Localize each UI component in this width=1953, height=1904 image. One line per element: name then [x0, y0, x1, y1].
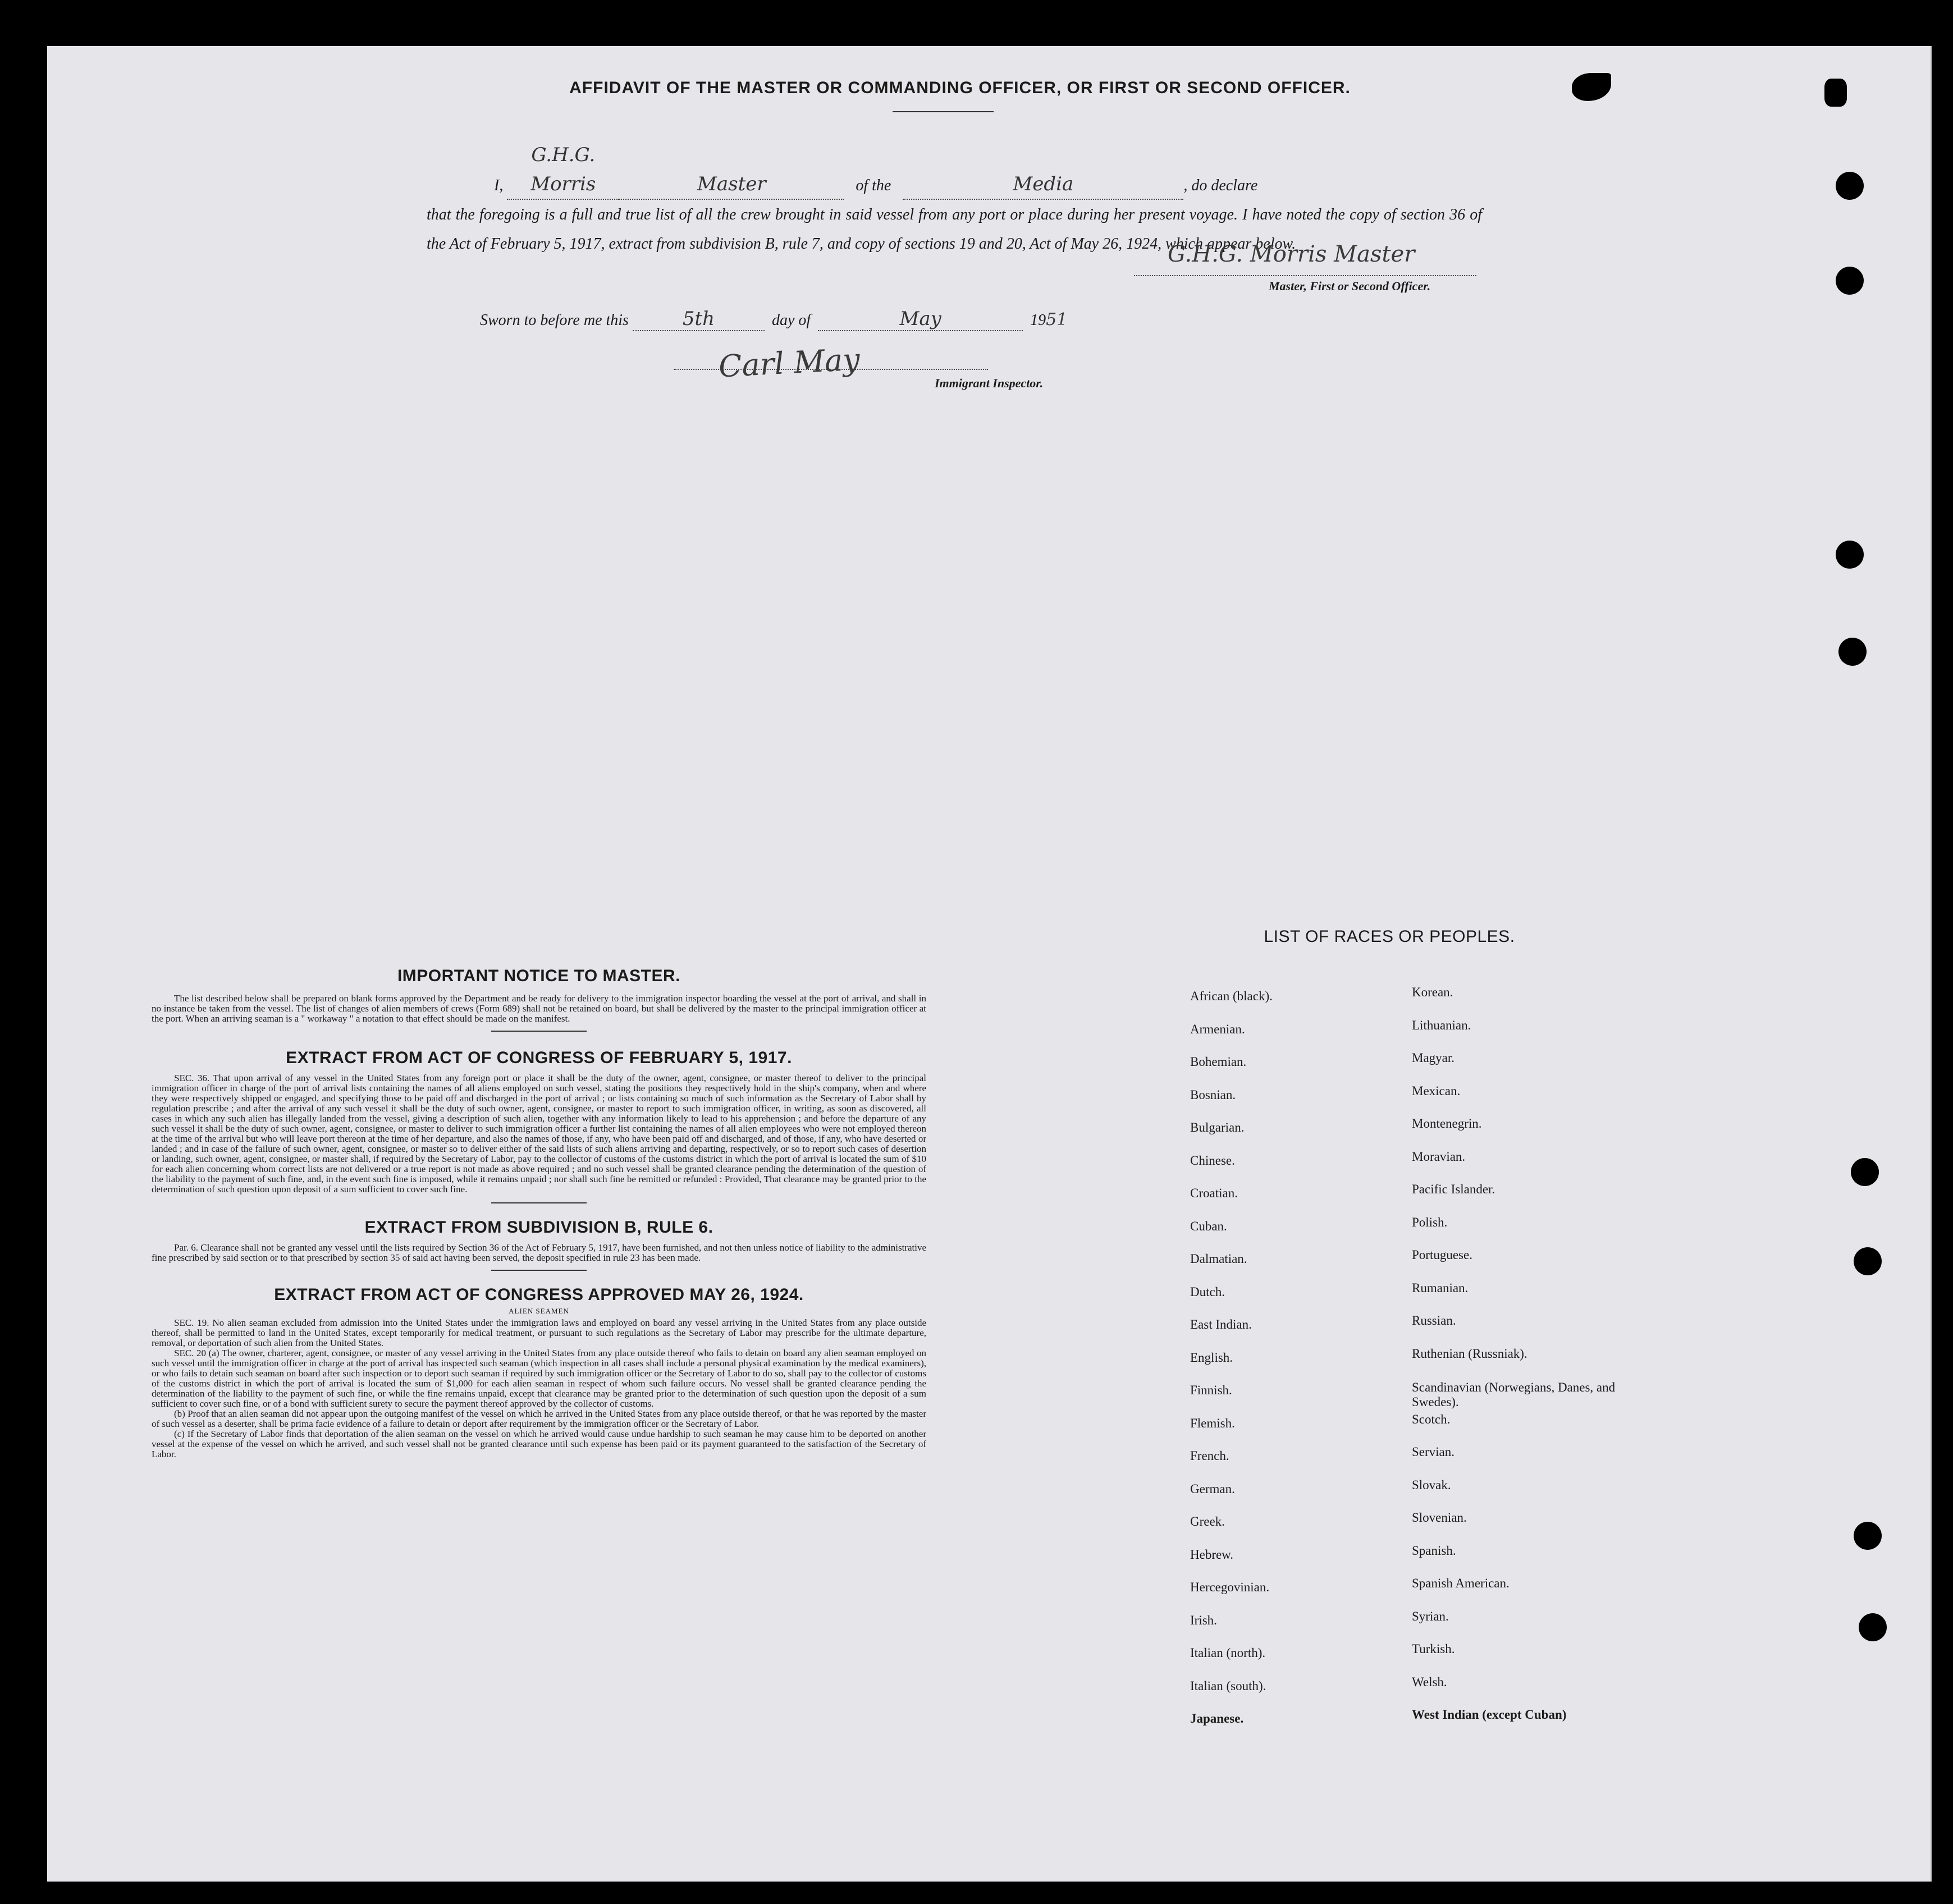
- legal-column: [152, 967, 926, 1459]
- race-item-right: Spanish American.: [1412, 1576, 1510, 1590]
- section-20b-body: (b) Proof that an alien seaman did not appear upon the outgoing manifest of the vessel on which he arrived in the United States from any place outside thereof, or that he was reported by the master of such vessel as a deserter, shall be prima facie evidence of a failure to detain or deport after requirement by the immigration officer or the Secretary of Labor.: [152, 1408, 926, 1429]
- race-item-left: Dutch.: [1190, 1284, 1225, 1299]
- sworn-line: [480, 308, 1067, 331]
- race-item-right: Korean.: [1412, 985, 1453, 999]
- race-item-right: Moravian.: [1412, 1149, 1466, 1164]
- race-item-right: Servian.: [1412, 1445, 1455, 1459]
- section-19-body: SEC. 19. No alien seaman excluded from admission into the United States under the immigration laws and employed on board any vessel arriving in the United States from any place outside thereof, shall be permitted to land in the United States, except temporarily for medical treatment, or pursuant to such regulations as the Secretary of Labor may prescribe for the ultimate departure, removal, or deportation of such alien from the United States.: [152, 1317, 926, 1348]
- race-item-left: Armenian.: [1190, 1022, 1245, 1036]
- signature-caption: Master, First or Second Officer.: [1269, 279, 1431, 293]
- race-item-left: Bosnian.: [1190, 1087, 1236, 1102]
- race-item-left: Italian (north).: [1190, 1646, 1266, 1660]
- of-the-label: of the: [856, 177, 891, 194]
- race-item-right: Rumanian.: [1412, 1280, 1469, 1295]
- divider: [491, 1031, 587, 1032]
- inspector-caption: Immigrant Inspector.: [935, 376, 1044, 390]
- section-20c-body: (c) If the Secretary of Labor finds that deportation of the alien seaman on the vessel on which he arrived would cause undue hardship to such seaman he may cause him to be deported on another vessel at the expense of the vessel on which he arrived, and such vessel shall not be granted clearance until such expense has been paid or its payment guaranteed to the satisfaction of the Secretary of Labor.: [152, 1429, 926, 1459]
- vessel-name-field: Media: [903, 170, 1183, 200]
- race-item-right: Montenegrin.: [1412, 1116, 1482, 1130]
- punch-hole: [1836, 541, 1864, 569]
- race-item-left: French.: [1190, 1449, 1229, 1463]
- extract-1917-heading: EXTRACT FROM ACT OF CONGRESS OF FEBRUARY 5, 1917.: [286, 1049, 792, 1067]
- race-item-left: African (black).: [1190, 989, 1273, 1003]
- race-item-right: Turkish.: [1412, 1642, 1455, 1656]
- race-item-right: Russian.: [1412, 1313, 1456, 1328]
- divider: [491, 1202, 587, 1203]
- race-item-left: German.: [1190, 1481, 1235, 1496]
- punch-hole: [1838, 638, 1867, 666]
- punch-hole: [1836, 267, 1864, 295]
- race-item-right: Scotch.: [1412, 1412, 1451, 1426]
- affidavit-title: AFFIDAVIT OF THE MASTER OR COMMANDING OFFICER, OR FIRST OR SECOND OFFICER.: [569, 79, 1351, 97]
- race-item-left: East Indian.: [1190, 1317, 1252, 1331]
- race-item-right: Syrian.: [1412, 1609, 1449, 1623]
- race-item-left: Dalmatian.: [1190, 1252, 1247, 1266]
- notice-heading: IMPORTANT NOTICE TO MASTER.: [397, 967, 681, 985]
- sworn-prefix: Sworn to before me this: [480, 312, 629, 329]
- race-item-left: Flemish.: [1190, 1416, 1235, 1430]
- race-item-right: West Indian (except Cuban): [1412, 1708, 1567, 1722]
- race-item-right: Scandinavian (Norwegians, Danes, and Swedes).: [1412, 1380, 1616, 1409]
- subdivision-b-body: Par. 6. Clearance shall not be granted any vessel until the lists required by Section 36 of the Act of February 5, 1917, have been furnished, and not then unless notice of liability to the administrative fine prescribed by said section or to that prescribed by section 35 of said act having been served, the deposit specified in rule 23 has been made.: [152, 1242, 926, 1263]
- inspector-signature-line: [674, 368, 988, 370]
- day-of-label: day of: [771, 312, 811, 329]
- position-field: Master: [619, 170, 844, 200]
- race-item-right: Welsh.: [1412, 1674, 1447, 1689]
- punch-hole: [1854, 1522, 1882, 1550]
- race-item-left: Hebrew.: [1190, 1547, 1234, 1562]
- race-item-left: Finnish.: [1190, 1383, 1232, 1397]
- punch-hole: [1859, 1613, 1887, 1641]
- year-prefix: 19: [1030, 312, 1046, 329]
- punch-hole: [1854, 1247, 1882, 1275]
- race-item-right: Lithuanian.: [1412, 1018, 1471, 1032]
- race-item-right: Pacific Islander.: [1412, 1182, 1495, 1196]
- alien-seamen-subheading: ALIEN SEAMEN: [509, 1307, 569, 1315]
- race-item-left: Hercegovinian.: [1190, 1580, 1270, 1594]
- extract-1917-body: SEC. 36. That upon arrival of any vessel in the United States from any foreign port or place it shall be the duty of the owner, agent, consignee, or master thereof to deliver to the principal immigration officer in charge of the port of arrival lists containing the names of all aliens employed on such vessel, stating the positions they respectively hold in the ship's company, when and where they were respectively shipped or engaged, and specifying those to be paid off and discharged in the port of arrival ; or lists containing so much of such information as the Secretary of Labor shall by regulation prescribe ; and after the arrival of any such vessel it shall be the duty of such owner, agent, consignee, or master to report to such immigration officer, in writing, as soon as discovered, all cases in which any such alien has illegally landed from the vessel, giving a description of such alien, together with any information likely to lead to his apprehension ; and before the departure of any such vessel it shall be the duty of such owner, agent, consignee, or master to deliver to such immigration officer a further list containing the names of all alien employees who were not employed thereon at the time of the arrival but who will leave port thereon at the time of her departure, and also the names of those, if any, who have been paid off and discharged, and of those, if any, who have deserted or landed ; and in case of the failure of such owner, agent, consignee, or master so to deliver either of the said lists of such aliens arriving and departing, respectively, or so to report such cases of desertion or landing, such owner, agent, consignee, or master shall, if required by the Secretary of Labor, pay to the collector of customs of the customs district in which the port of arrival is located the sum of $10 for each alien concerning whom correct lists are not delivered or a true report is not made as above required ; and no such vessel shall be granted clearance pending the determination of the question of the liability to the payment of such fine, and, in the event such fine is imposed, while it remains unpaid ; nor shall such fine be remitted or refunded : Provided, That clearance may be granted prior to the determination of such question upon deposit of a sum sufficient to cover such fine.: [152, 1073, 926, 1194]
- race-item-left: Japanese.: [1190, 1711, 1244, 1726]
- race-item-right: Portuguese.: [1412, 1248, 1472, 1262]
- race-item-right: Mexican.: [1412, 1083, 1461, 1098]
- race-item-left: Chinese.: [1190, 1153, 1235, 1168]
- punch-hole: [1851, 1158, 1879, 1186]
- title-divider: [893, 111, 994, 112]
- race-item-left: Italian (south).: [1190, 1678, 1266, 1693]
- master-name-field: G.H.G. Morris: [507, 140, 619, 200]
- races-right-column: [1412, 976, 1636, 1732]
- race-item-left: English.: [1190, 1350, 1233, 1365]
- section-20a-body: SEC. 20 (a) The owner, charterer, agent, consignee, or master of any vessel arriving in the United States from any place outside thereof who fails to detain on board any alien seaman employed on such vessel until the immigration officer in charge at the port of arrival has inspected such seaman (which inspection in all cases shall include a personal physical examination by the medical examiners), or who fails to detain such seaman on board after such inspection or to deport such seaman if required by such immigration officer or the Secretary of Labor to do so, shall pay to the collector of customs of the customs district in which the port of arrival is located the sum of $1,000 for each alien seaman in respect of whom such failure occurs. No vessel shall be granted clearance pending the determination of the liability to the payment of such fine, or while the fine remains unpaid, except that clearance may be granted prior to the determination of such question upon the deposit of a sum sufficient to cover such fine, or of a bond with sufficient surety to secure the payment thereof approved by the collector of customs.: [152, 1348, 926, 1409]
- races-left-column: [1190, 980, 1359, 1736]
- race-item-left: Bohemian.: [1190, 1055, 1247, 1069]
- do-declare-label: , do declare: [1183, 177, 1258, 194]
- sworn-month-field: May: [818, 308, 1023, 331]
- sworn-day-field: 5th: [633, 308, 765, 331]
- subdivision-b-heading: EXTRACT FROM SUBDIVISION B, RULE 6.: [364, 1218, 713, 1237]
- inspector-signature: Carl May: [717, 341, 861, 385]
- notice-body: The list described below shall be prepared on blank forms approved by the Department and be ready for delivery to the immigration inspector boarding the vessel at the port of arrival, and shall in no instance be taken from the vessel. The list of changes of alien members of crews (Form 689) shall not be retained on board, but shall be delivered by the master to the principal immigration officer at the port. When an arriving seaman is a " workaway " a notation to that effect should be made on the manifest.: [152, 993, 926, 1024]
- year-suffix: 51: [1046, 310, 1068, 329]
- divider: [491, 1270, 587, 1271]
- race-item-left: Bulgarian.: [1190, 1120, 1245, 1134]
- race-item-left: Cuban.: [1190, 1219, 1227, 1233]
- signature-line: [1134, 274, 1476, 276]
- race-item-right: Spanish.: [1412, 1543, 1456, 1558]
- race-item-right: Magyar.: [1412, 1051, 1455, 1065]
- races-heading: LIST OF RACES OR PEOPLES.: [1264, 927, 1515, 946]
- master-signature: G.H.G. Morris Master: [1168, 241, 1415, 267]
- race-item-right: Polish.: [1412, 1215, 1448, 1229]
- race-item-left: Croatian.: [1190, 1186, 1238, 1200]
- punch-hole: [1836, 172, 1864, 200]
- race-item-left: Greek.: [1190, 1514, 1225, 1528]
- paper-tear: [1824, 79, 1847, 107]
- declaration-prefix: I,: [494, 177, 504, 194]
- race-item-right: Ruthenian (Russniak).: [1412, 1346, 1527, 1361]
- race-item-right: Slovak.: [1412, 1477, 1451, 1492]
- extract-1924-heading: EXTRACT FROM ACT OF CONGRESS APPROVED MAY 26, 1924.: [274, 1285, 804, 1304]
- race-item-left: Irish.: [1190, 1613, 1217, 1627]
- declaration-statement: that the foregoing is a full and true list of all the crew brought in said vessel from any port or place during her present voyage. I have noted the copy of section 36 of the Act of February 5, 1917, extract from subdivision B, rule 7, and copy of sections 19 and 20, Act of May 26, 1924, which appear below.: [427, 206, 1482, 253]
- race-item-right: Slovenian.: [1412, 1511, 1467, 1525]
